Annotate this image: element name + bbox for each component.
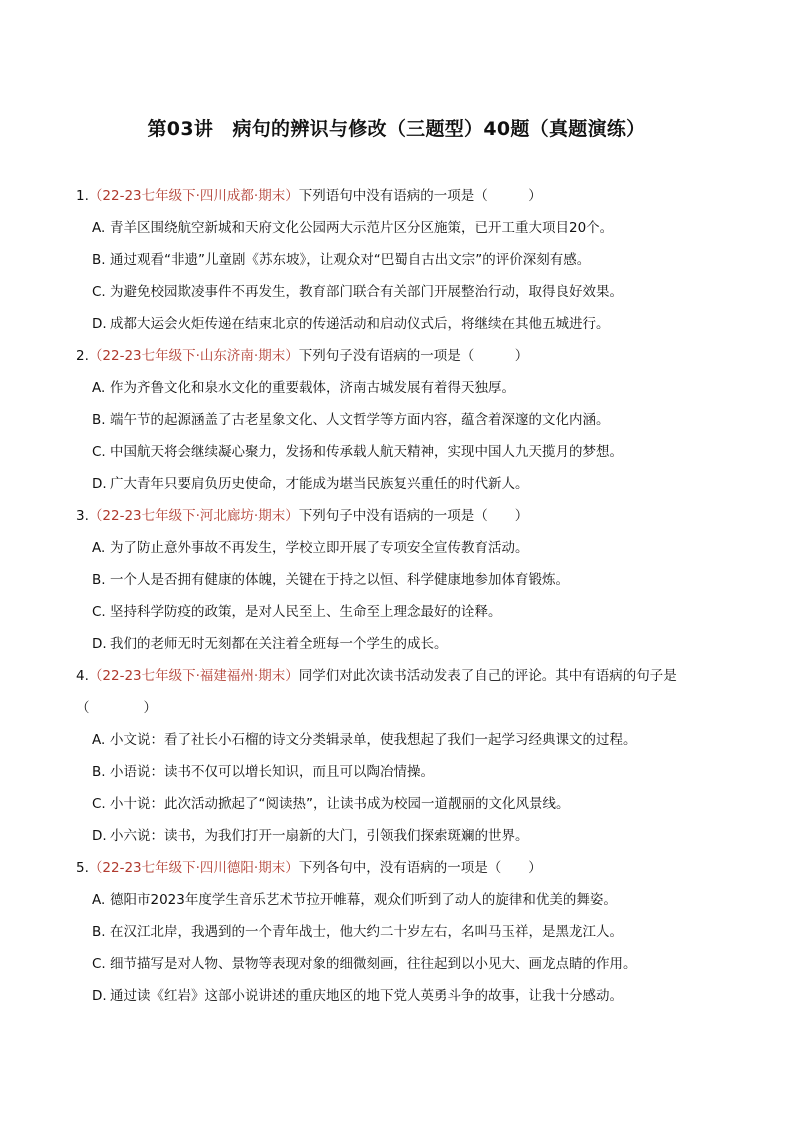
- question-source: （22-23七年级下·四川德阳·期末）: [88, 860, 299, 876]
- option-d[interactable]: [0, 308, 793, 340]
- option-letter: A.: [92, 220, 106, 236]
- option-d[interactable]: [0, 820, 793, 852]
- option-letter: A.: [92, 380, 106, 396]
- option-letter: D.: [92, 828, 107, 844]
- question-list: [0, 180, 793, 1012]
- option-letter: B.: [92, 764, 106, 780]
- question-stem-line: [0, 180, 793, 212]
- option-d[interactable]: [0, 628, 793, 660]
- option-a[interactable]: [0, 532, 793, 564]
- option-letter: B.: [92, 252, 106, 268]
- option-text: 通过观看“非遗”儿童剧《苏东坡》，让观众对“巴蜀自古出文宗”的评价深刻有感。: [110, 252, 591, 268]
- question-stem: 下列语句中没有语病的一项是（ ）: [298, 188, 542, 204]
- question-number: 4.: [76, 668, 89, 684]
- option-d[interactable]: [0, 980, 793, 1012]
- question-stem-line: [0, 340, 793, 372]
- question-source: （22-23七年级下·福建福州·期末）: [88, 668, 299, 684]
- option-b[interactable]: [0, 916, 793, 948]
- option-text: 中国航天将会继续凝心聚力，发扬和传承载人航天精神，实现中国人九天揽月的梦想。: [110, 444, 623, 460]
- option-letter: A.: [92, 540, 106, 556]
- option-letter: D.: [92, 476, 107, 492]
- option-letter: A.: [92, 732, 106, 748]
- option-text: 小十说：此次活动掀起了“阅读热”，让读书成为校园一道靓丽的文化风景线。: [110, 796, 570, 812]
- option-letter: D.: [92, 316, 107, 332]
- option-c[interactable]: [0, 948, 793, 980]
- option-c[interactable]: [0, 436, 793, 468]
- option-text: 广大青年只要肩负历史使命，才能成为堪当民族复兴重任的时代新人。: [110, 476, 529, 492]
- question-4: [0, 660, 793, 852]
- option-letter: C.: [92, 284, 106, 300]
- option-text: 细节描写是对人物、景物等表现对象的细微刻画，往往起到以小见大、画龙点睛的作用。: [110, 956, 637, 972]
- question-source: （22-23七年级下·河北廊坊·期末）: [88, 508, 299, 524]
- option-b[interactable]: [0, 756, 793, 788]
- option-text: 小语说：读书不仅可以增长知识，而且可以陶冶情操。: [110, 764, 434, 780]
- option-letter: C.: [92, 604, 106, 620]
- option-text: 小文说：看了社长小石榴的诗文分类辑录单，使我想起了我们一起学习经典课文的过程。: [110, 732, 637, 748]
- question-number: 1.: [76, 188, 89, 204]
- question-stem: 下列句子没有语病的一项是（ ）: [298, 348, 529, 364]
- option-text: 德阳市2023年度学生音乐艺术节拉开帷幕，观众们听到了动人的旋律和优美的舞姿。: [110, 892, 617, 908]
- option-letter: D.: [92, 636, 107, 652]
- option-c[interactable]: [0, 596, 793, 628]
- question-source: （22-23七年级下·四川成都·期末）: [88, 188, 299, 204]
- question-stem-line: [0, 852, 793, 884]
- question-stem-continuation: （ ）: [76, 700, 157, 716]
- option-letter: B.: [92, 412, 106, 428]
- question-number: 2.: [76, 348, 89, 364]
- question-stem: 下列句子中没有语病的一项是（ ）: [298, 508, 529, 524]
- option-b[interactable]: [0, 404, 793, 436]
- option-text: 作为齐鲁文化和泉水文化的重要载体，济南古城发展有着得天独厚。: [110, 380, 515, 396]
- option-letter: C.: [92, 956, 106, 972]
- option-text: 为了防止意外事故不再发生，学校立即开展了专项安全宣传教育活动。: [110, 540, 529, 556]
- question-stem: 同学们对此次读书活动发表了自己的评论。其中有语病的句子是: [298, 668, 677, 684]
- question-2: [0, 340, 793, 500]
- option-text: 成都大运会火炬传递在结束北京的传递活动和启动仪式后，将继续在其他五城进行。: [110, 316, 610, 332]
- question-source: （22-23七年级下·山东济南·期末）: [88, 348, 299, 364]
- question-number: 3.: [76, 508, 89, 524]
- option-a[interactable]: [0, 884, 793, 916]
- option-text: 坚持科学防疫的政策，是对人民至上、生命至上理念最好的诠释。: [110, 604, 502, 620]
- option-a[interactable]: [0, 212, 793, 244]
- option-letter: B.: [92, 572, 106, 588]
- question-1: [0, 180, 793, 340]
- option-c[interactable]: [0, 276, 793, 308]
- option-text: 通过读《红岩》这部小说讲述的重庆地区的地下党人英勇斗争的故事，让我十分感动。: [110, 988, 623, 1004]
- option-text: 青羊区围绕航空新城和天府文化公园两大示范片区分区施策，已开工重大项目20个。: [110, 220, 614, 236]
- option-text: 一个人是否拥有健康的体魄，关键在于持之以恒、科学健康地参加体育锻炼。: [110, 572, 569, 588]
- question-stem-line: [0, 660, 793, 692]
- option-text: 我们的老师无时无刻都在关注着全班每一个学生的成长。: [110, 636, 448, 652]
- page-title: 第03讲 病句的辨识与修改（三题型）40题（真题演练）: [147, 118, 646, 140]
- question-3: [0, 500, 793, 660]
- question-stem: 下列各句中，没有语病的一项是（ ）: [298, 860, 542, 876]
- option-letter: C.: [92, 796, 106, 812]
- option-b[interactable]: [0, 244, 793, 276]
- option-b[interactable]: [0, 564, 793, 596]
- question-stem-line: [0, 500, 793, 532]
- question-number: 5.: [76, 860, 89, 876]
- option-letter: B.: [92, 924, 106, 940]
- option-text: 为避免校园欺凌事件不再发生，教育部门联合有关部门开展整治行动，取得良好效果。: [110, 284, 623, 300]
- option-letter: C.: [92, 444, 106, 460]
- option-a[interactable]: [0, 372, 793, 404]
- question-5: [0, 852, 793, 1012]
- option-letter: A.: [92, 892, 106, 908]
- option-text: 端午节的起源涵盖了古老星象文化、人文哲学等方面内容，蕴含着深邃的文化内涵。: [110, 412, 610, 428]
- option-a[interactable]: [0, 724, 793, 756]
- option-letter: D.: [92, 988, 107, 1004]
- option-text: 在汉江北岸，我遇到的一个青年战士，他大约二十岁左右，名叫马玉祥，是黑龙江人。: [110, 924, 623, 940]
- option-text: 小六说：读书，为我们打开一扇新的大门，引领我们探索斑斓的世界。: [110, 828, 529, 844]
- option-d[interactable]: [0, 468, 793, 500]
- option-c[interactable]: [0, 788, 793, 820]
